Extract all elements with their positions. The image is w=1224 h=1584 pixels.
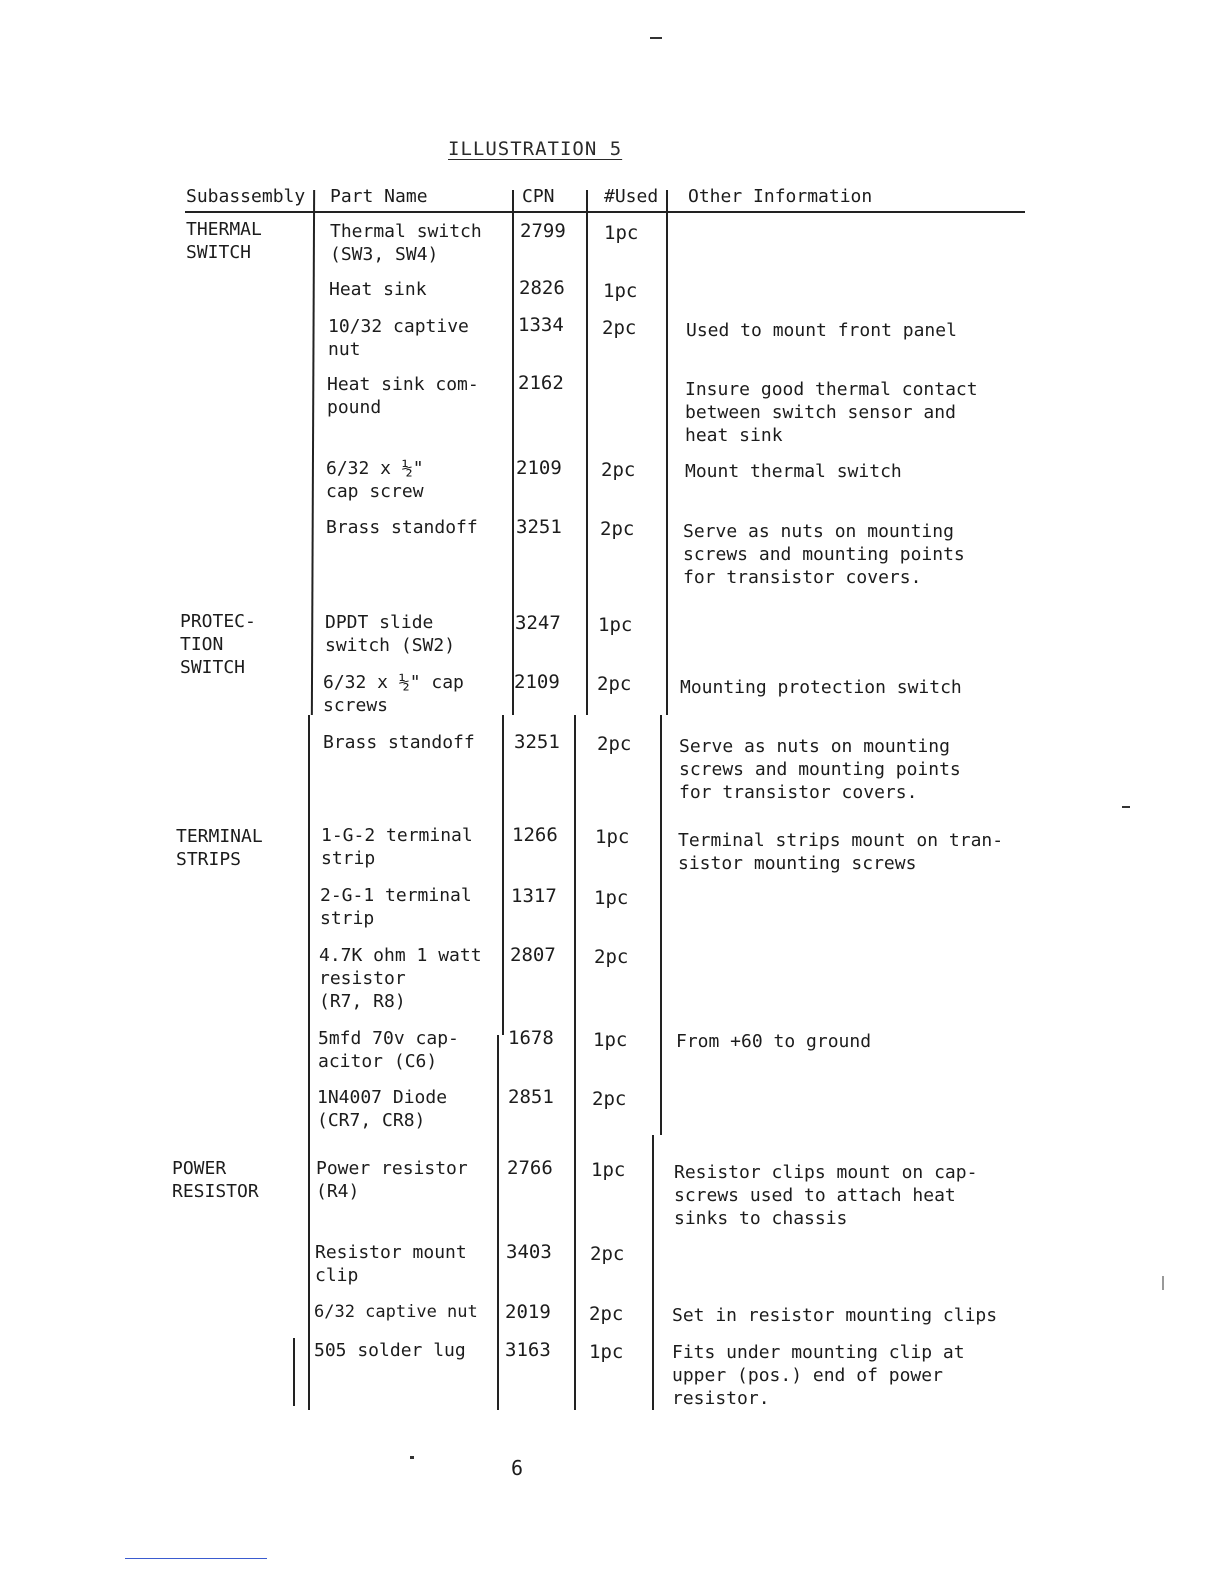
part-name: 1N4007 Diode (CR7, CR8) [317, 1087, 448, 1131]
other-information: Mounting protection switch [680, 677, 962, 698]
other-information: From +60 to ground [676, 1031, 872, 1052]
used-count: 2pc [590, 1243, 625, 1265]
column-divider [574, 715, 576, 1410]
part-name: 1-G-2 terminal strip [321, 825, 473, 869]
scan-mark [1162, 1276, 1164, 1290]
part-name: 6/32 captive nut [314, 1302, 478, 1322]
other-information: Mount thermal switch [685, 461, 902, 482]
part-name: 505 solder lug [314, 1340, 466, 1361]
scan-mark [410, 1456, 414, 1459]
cpn: 3247 [515, 612, 561, 634]
used-count: 1pc [603, 280, 638, 302]
group-power-resistor: POWER RESISTOR [172, 1158, 259, 1202]
cpn: 2807 [510, 944, 556, 966]
cpn: 2851 [508, 1086, 554, 1108]
cpn: 2826 [519, 277, 565, 299]
column-divider [512, 190, 514, 715]
used-count: 1pc [593, 1029, 628, 1051]
other-information: Terminal strips mount on tran- sistor mounting screws [678, 830, 1004, 874]
page-title: ILLUSTRATION 5 [448, 138, 623, 160]
used-count: 2pc [597, 673, 632, 695]
part-name: Power resistor (R4) [316, 1158, 468, 1202]
part-name: Heat sink [329, 279, 427, 300]
column-divider [652, 1135, 654, 1410]
column-divider [308, 715, 310, 1410]
cpn: 2019 [505, 1301, 551, 1323]
cpn: 2109 [516, 457, 562, 479]
cpn: 2109 [514, 671, 560, 693]
group-protection-switch: PROTEC- TION SWITCH [180, 611, 256, 678]
used-count: 2pc [600, 518, 635, 540]
used-count: 1pc [594, 887, 629, 909]
part-name: 2-G-1 terminal strip [320, 885, 472, 929]
part-name: Brass standoff [326, 517, 478, 538]
cpn: 1317 [511, 885, 557, 907]
used-count: 1pc [589, 1341, 624, 1363]
used-count: 1pc [591, 1159, 626, 1181]
used-count: 2pc [597, 733, 632, 755]
used-count: 2pc [594, 946, 629, 968]
header-other-information: Other Information [688, 186, 873, 207]
cpn: 3403 [506, 1241, 552, 1263]
other-information: Serve as nuts on mounting screws and mounting points for transistor covers. [679, 736, 961, 803]
part-name: Heat sink com- pound [327, 374, 479, 418]
column-divider [497, 1035, 499, 1410]
other-information: Insure good thermal contact between switch sensor and heat sink [685, 379, 978, 446]
page-number: 6 [511, 1456, 524, 1480]
other-information: Resistor clips mount on cap- screws used to attach heat sinks to chassis [674, 1162, 978, 1229]
cpn: 3251 [516, 516, 562, 538]
used-count: 1pc [604, 222, 639, 244]
other-information: Used to mount front panel [686, 320, 957, 341]
other-information: Set in resistor mounting clips [672, 1305, 998, 1326]
scan-mark [1122, 806, 1130, 808]
column-divider [586, 190, 588, 715]
column-divider [660, 715, 662, 1135]
part-name: DPDT slide switch (SW2) [325, 612, 456, 656]
used-count: 1pc [595, 826, 630, 848]
cpn: 2799 [520, 220, 566, 242]
part-name: Brass standoff [323, 732, 475, 753]
footer-rule [125, 1558, 267, 1559]
header-cpn: CPN [522, 186, 555, 207]
cpn: 2766 [507, 1157, 553, 1179]
other-information: Fits under mounting clip at upper (pos.) end of power resistor. [672, 1342, 965, 1409]
header-rule [185, 211, 1025, 213]
header-used: #Used [604, 186, 659, 207]
cpn: 1266 [512, 824, 558, 846]
used-count: 1pc [598, 614, 633, 636]
used-count: 2pc [592, 1088, 627, 1110]
other-information: Serve as nuts on mounting screws and mounting points for transistor covers. [683, 521, 965, 588]
header-part-name: Part Name [330, 186, 428, 207]
cpn: 1678 [508, 1027, 554, 1049]
group-terminal-strips: TERMINAL STRIPS [176, 826, 263, 870]
part-name: 6/32 x ½" cap screws [323, 672, 464, 716]
scan-mark [650, 37, 662, 39]
used-count: 2pc [589, 1303, 624, 1325]
cpn: 3163 [505, 1339, 551, 1361]
cpn: 3251 [514, 731, 560, 753]
header-subassembly: Subassembly [186, 186, 306, 207]
column-divider [293, 1338, 295, 1406]
used-count: 2pc [601, 459, 636, 481]
column-divider [311, 190, 315, 715]
part-name: Resistor mount clip [315, 1242, 467, 1286]
used-count: 2pc [602, 317, 637, 339]
part-name: 10/32 captive nut [328, 316, 469, 360]
cpn: 1334 [518, 314, 564, 336]
part-name: 6/32 x ½" cap screw [326, 458, 424, 502]
cpn: 2162 [518, 372, 564, 394]
part-name: 4.7K ohm 1 watt resistor (R7, R8) [319, 945, 482, 1012]
column-divider [502, 715, 504, 1035]
part-name: Thermal switch (SW3, SW4) [330, 221, 482, 265]
part-name: 5mfd 70v cap- acitor (C6) [318, 1028, 459, 1072]
column-divider [666, 190, 668, 715]
group-thermal-switch: THERMAL SWITCH [186, 219, 262, 263]
